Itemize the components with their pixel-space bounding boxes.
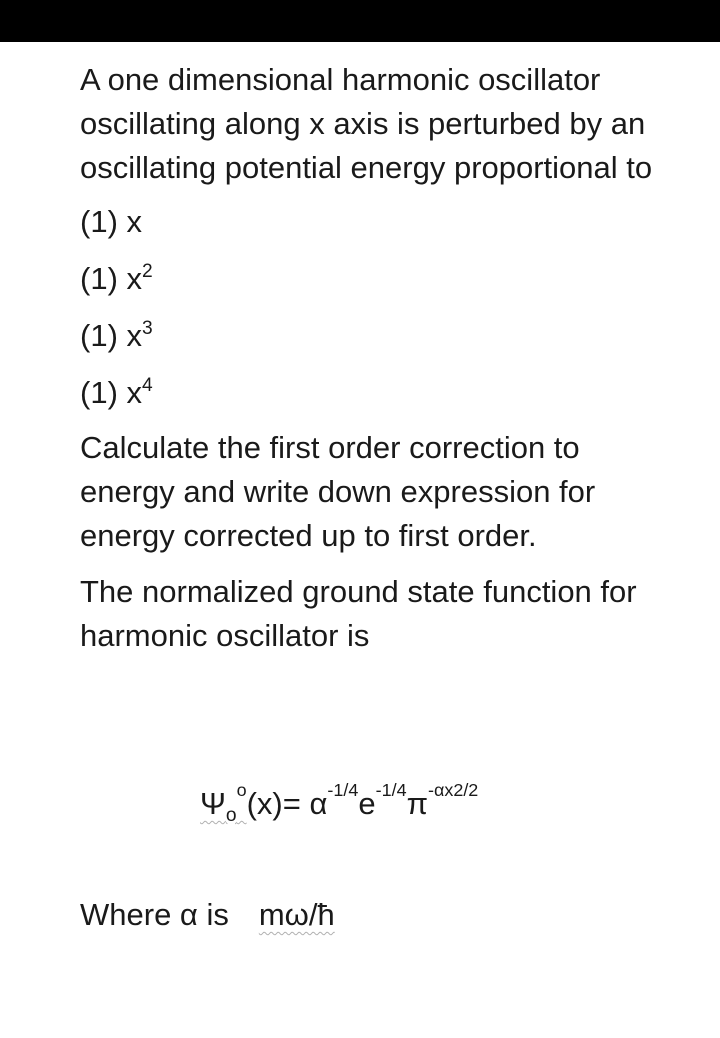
alpha-value: mω/ħ <box>258 897 335 932</box>
pi-symbol: π <box>406 786 428 821</box>
wavefunction-formula <box>200 782 478 826</box>
e-exponent: -1/4 <box>375 780 407 801</box>
intro-text: A one dimensional harmonic oscillator oscillating along x axis is perturbed by an oscillating potential energy proportional to <box>80 62 653 185</box>
psi-symbol: Ψ <box>200 786 226 821</box>
option-2-text: (1) x <box>80 261 142 296</box>
psi-superscript: o <box>236 780 247 801</box>
option-4 <box>80 371 680 415</box>
where-label: Where α is <box>80 897 229 932</box>
task-text: Calculate the first order correction to energy and write down expression for energy corrected up to first order. <box>80 430 596 553</box>
normalized-text: The normalized ground state function for harmonic oscillator is <box>80 574 637 653</box>
top-black-bar <box>0 0 720 42</box>
option-2-exponent: 2 <box>142 260 153 282</box>
option-3-exponent: 3 <box>142 317 153 339</box>
option-1 <box>80 200 680 244</box>
option-3 <box>80 314 680 358</box>
formula-argument: (x)= α <box>246 786 328 821</box>
pi-exponent: -αx2/2 <box>427 780 479 801</box>
psi-subscript: o <box>225 805 237 827</box>
option-1-text: (1) x <box>80 204 142 239</box>
psi-symbol-group <box>200 780 247 827</box>
option-4-text: (1) x <box>80 375 142 410</box>
option-4-exponent: 4 <box>142 374 153 396</box>
alpha-exponent: -1/4 <box>327 780 359 801</box>
option-2 <box>80 257 680 301</box>
e-symbol: e <box>358 786 376 821</box>
alpha-definition <box>80 893 335 937</box>
option-3-text: (1) x <box>80 318 142 353</box>
question-body <box>80 58 680 658</box>
